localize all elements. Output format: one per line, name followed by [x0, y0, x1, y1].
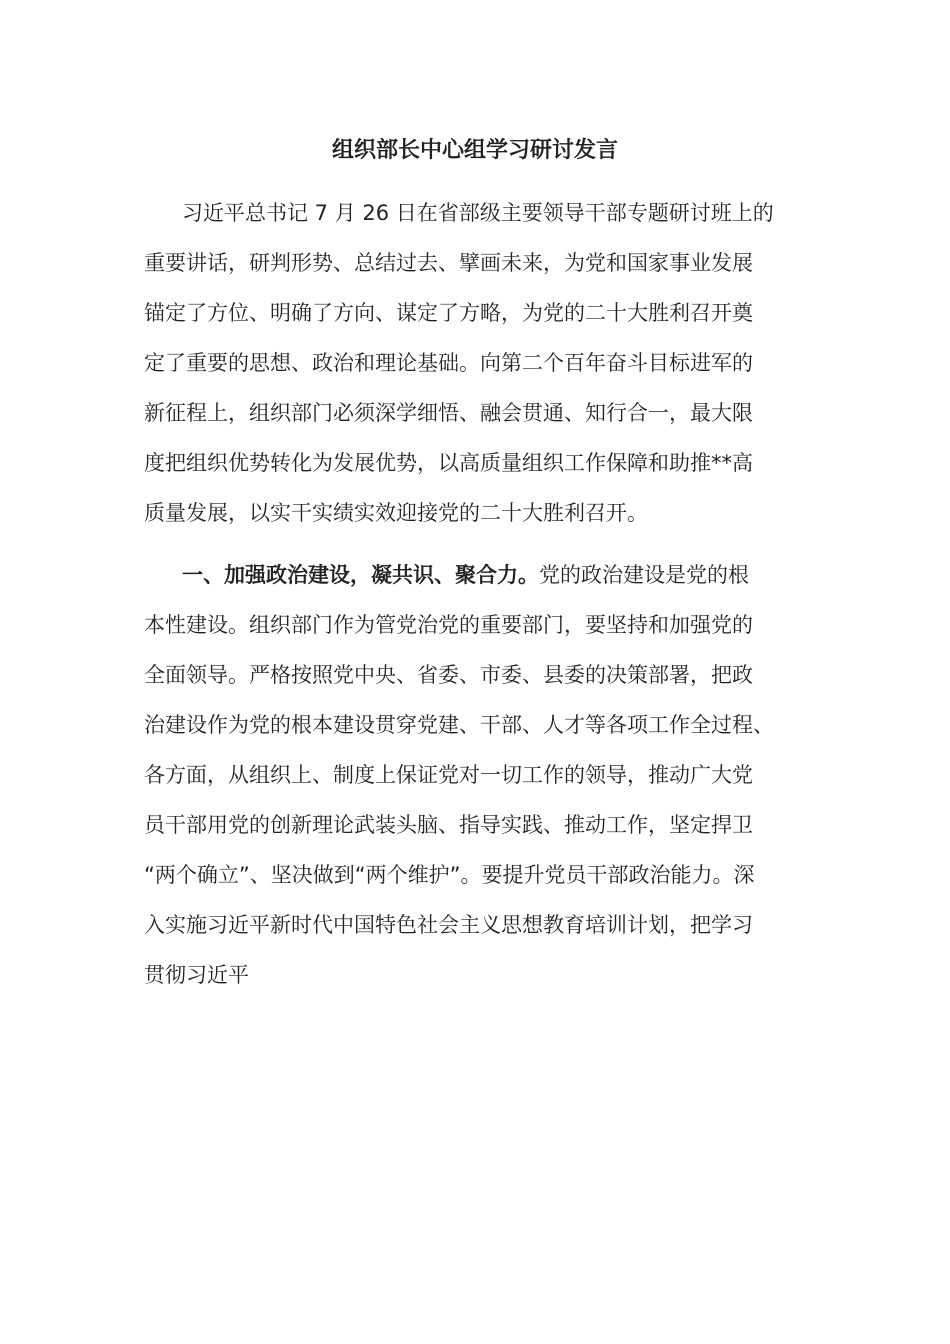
text-line: 贯彻习近平	[144, 963, 249, 987]
section-heading: 一、加强政治建设，凝共识、聚合力。	[182, 563, 539, 587]
text-line: 入实施习近平新时代中国特色社会主义思想教育培训计划，把学习	[144, 913, 753, 937]
section-first-line	[144, 550, 814, 600]
text-line: 质量发展，以实干实绩实效迎接党的二十大胜利召开。	[144, 501, 648, 525]
text-line: 重要讲话，研判形势、总结过去、擘画未来，为党和国家事业发展	[144, 251, 753, 275]
text-line: 员干部用党的创新理论武装头脑、指导实践、推动工作，坚定捍卫	[144, 813, 753, 837]
text-line: 本性建设。组织部门作为管党治党的重要部门，要坚持和加强党的	[144, 613, 753, 637]
text-line: 习近平总书记 7 月 26 日在省部级主要领导干部专题研讨班上的	[182, 201, 774, 225]
text-line: 各方面，从组织上、制度上保证党对一切工作的领导，推动广大党	[144, 763, 753, 787]
text-line: 锚定了方位、明确了方向、谋定了方略，为党的二十大胜利召开奠	[144, 301, 753, 325]
paragraph-intro	[144, 188, 814, 538]
text-line: 定了重要的思想、政治和理论基础。向第二个百年奋斗目标进军的	[144, 351, 753, 375]
text-line: “两个确立”、坚决做到“两个维护”。要提升党员干部政治能力。深	[144, 863, 755, 887]
text-line: 治建设作为党的根本建设贯穿党建、干部、人才等各项工作全过程、	[144, 713, 774, 737]
document-title: 组织部长中心组学习研讨发言	[331, 138, 618, 163]
section-heading-rest: 党的政治建设是党的根	[539, 563, 749, 587]
text-line: 全面领导。严格按照党中央、省委、市委、县委的决策部署，把政	[144, 663, 753, 687]
text-line: 度把组织优势转化为发展优势，以高质量组织工作保障和助推**高	[144, 451, 753, 475]
paragraph-section-one	[144, 550, 814, 1000]
text-line: 新征程上，组织部门必须深学细悟、融会贯通、知行合一，最大限	[144, 401, 753, 425]
